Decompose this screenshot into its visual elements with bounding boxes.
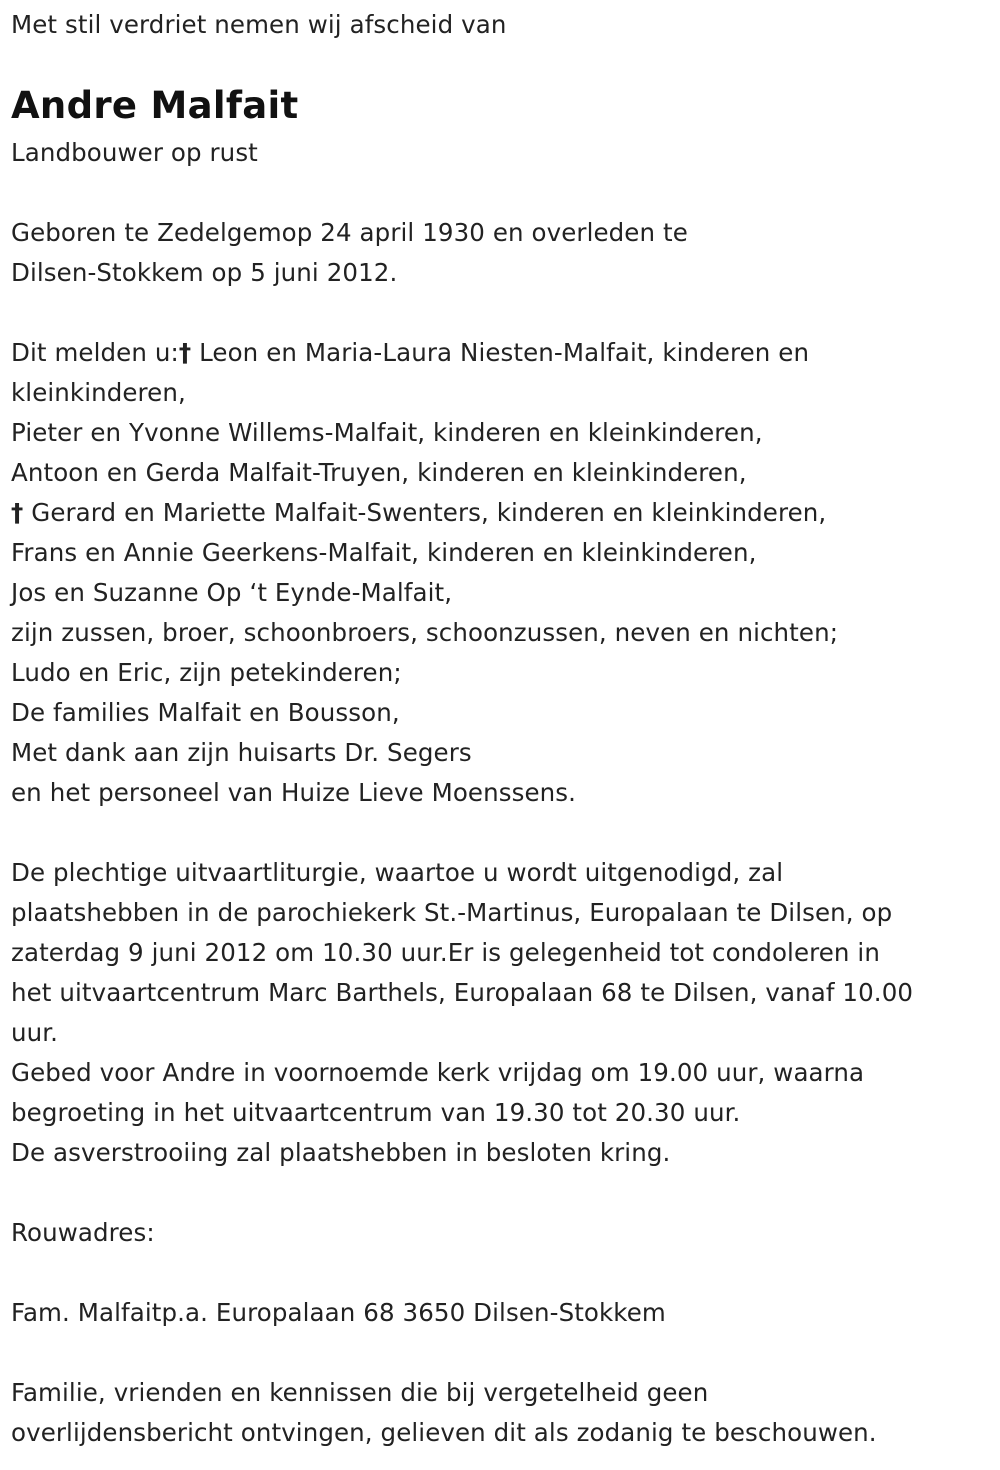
closing-block (11, 1373, 877, 1453)
announcers-intro: Dit melden u: (11, 338, 179, 367)
announcer-line: Frans en Annie Geerkens-Malfait, kinderen en kleinkinderen, (11, 538, 757, 567)
address-value: Fam. Malfaitp.a. Europalaan 68 3650 Dilsen-Stokkem (11, 1298, 666, 1327)
ceremony-line: Gebed voor Andre in voornoemde kerk vrijdag om 19.00 uur, waarna (11, 1058, 865, 1087)
address-label: Rouwadres: (11, 1218, 155, 1247)
ceremony-line: begroeting in het uitvaartcentrum van 19.30 tot 20.30 uur. (11, 1098, 741, 1127)
announcer-line: De families Malfait en Bousson, (11, 698, 400, 727)
birth-death-block (11, 213, 688, 293)
announcer-line: Ludo en Eric, zijn petekinderen; (11, 658, 402, 687)
cross-icon: † (11, 498, 24, 527)
intro-text: Met stil verdriet nemen wij afscheid van (11, 10, 507, 39)
closing-line: Familie, vrienden en kennissen die bij vergetelheid geen (11, 1378, 709, 1407)
announcer-text: Gerard en Mariette Malfait-Swenters, kinderen en kleinkinderen, (23, 498, 827, 527)
announcers-block (11, 333, 838, 813)
announcer-line (11, 493, 838, 533)
announcer-line: kleinkinderen, (11, 378, 186, 407)
announcer-line: Met dank aan zijn huisarts Dr. Segers (11, 738, 472, 767)
occupation: Landbouwer op rust (11, 138, 258, 167)
birth-death-line: Geboren te Zedelgemop 24 april 1930 en overleden te (11, 218, 688, 247)
address-value-block (11, 1293, 666, 1333)
announcer-line: zijn zussen, broer, schoonbroers, schoonzussen, neven en nichten; (11, 618, 839, 647)
closing-line: overlijdensbericht ontvingen, gelieven dit als zodanig te beschouwen. (11, 1418, 877, 1447)
announcer-line: Pieter en Yvonne Willems-Malfait, kinderen en kleinkinderen, (11, 418, 763, 447)
announcer-text: Leon en Maria-Laura Niesten-Malfait, kinderen en (191, 338, 810, 367)
ceremony-line: uur. (11, 1018, 59, 1047)
announcer-line: Antoon en Gerda Malfait-Truyen, kinderen en kleinkinderen, (11, 458, 747, 487)
ceremony-line: De plechtige uitvaartliturgie, waartoe u wordt uitgenodigd, zal (11, 858, 784, 887)
ceremony-block (11, 853, 913, 1173)
announcer-line: en het personeel van Huize Lieve Moenssens. (11, 778, 577, 807)
announcer-line (11, 333, 838, 373)
occupation-block (11, 133, 258, 173)
ceremony-line: plaatshebben in de parochiekerk St.-Martinus, Europalaan te Dilsen, op (11, 898, 893, 927)
address-label-block (11, 1213, 155, 1253)
ceremony-line: het uitvaartcentrum Marc Barthels, Europalaan 68 te Dilsen, vanaf 10.00 (11, 978, 914, 1007)
ceremony-line: De asverstrooiing zal plaatshebben in besloten kring. (11, 1138, 671, 1167)
birth-death-line: Dilsen-Stokkem op 5 juni 2012. (11, 258, 398, 287)
cross-icon: † (178, 338, 192, 367)
announcer-line: Jos en Suzanne Op ‘t Eynde-Malfait, (11, 578, 453, 607)
deceased-name: Andre Malfait (11, 84, 299, 127)
ceremony-line: zaterdag 9 juni 2012 om 10.30 uur.Er is gelegenheid tot condoleren in (11, 938, 880, 967)
